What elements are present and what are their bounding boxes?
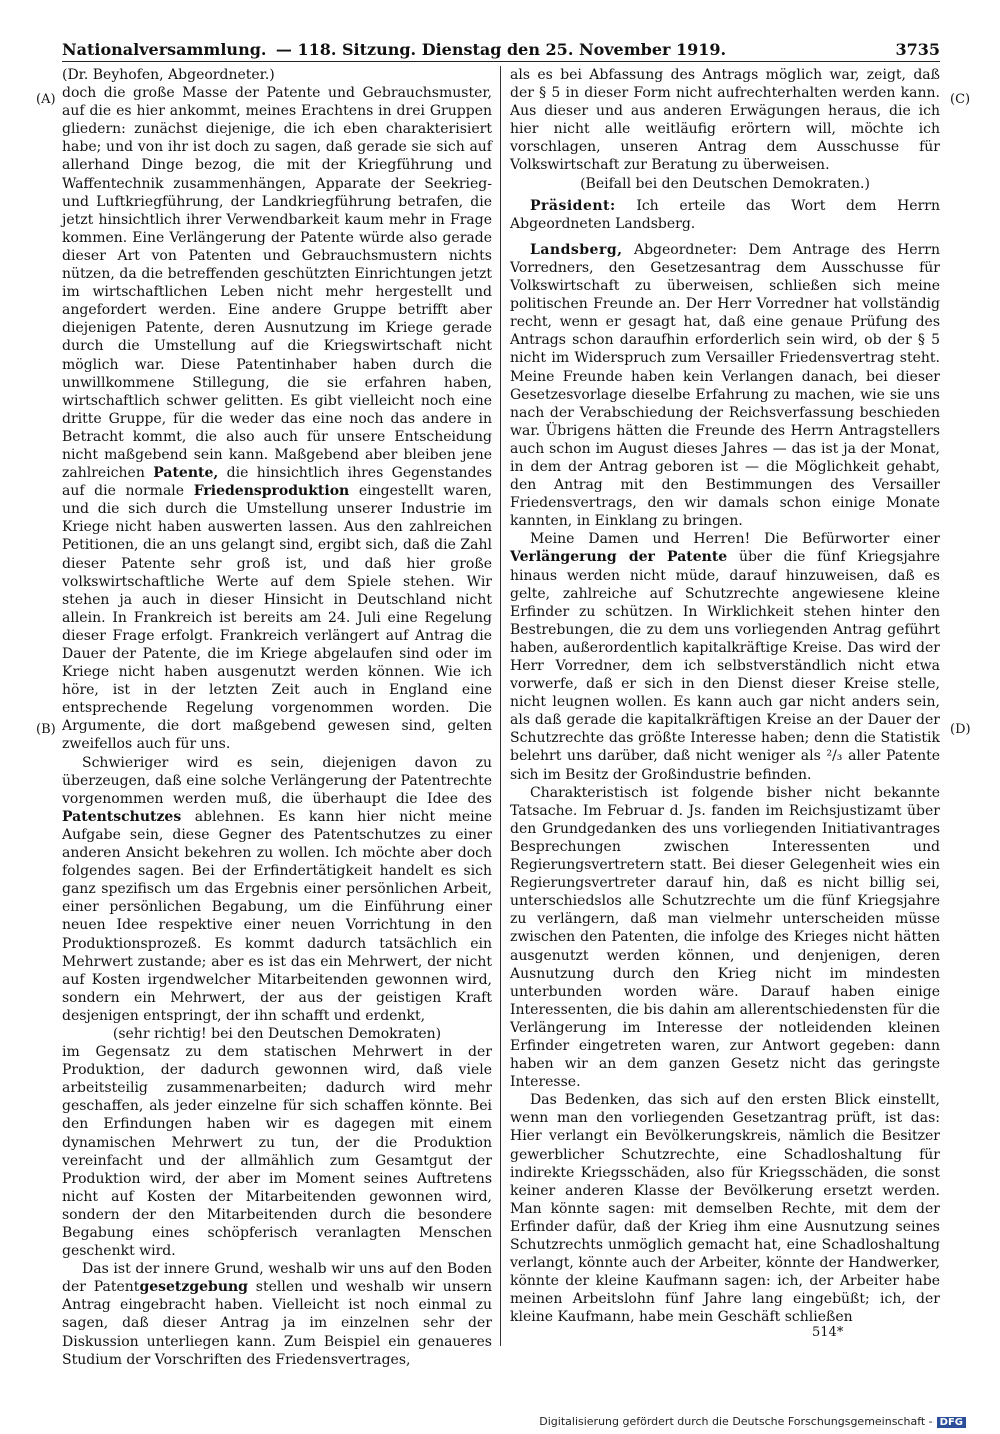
paragraph: doch die große Masse der Patente und Gebrauchsmuster, auf die es hier ankommt, meines Erachtens in drei Gruppen gliedern: zunächst diejenige, die ich eben charakterisiert habe; und von ihr ist doch zu sagen, daß gerade sie sich auf allerhand Dinge bezog, die mit der Kriegführung und Waffentechnik zusammenhängen, Apparate der Seekrieg- und Luftkriegführung, der Landkriegführung betrafen, die jetzt hinsichtlich ihrer Verwendbarkeit kaum mehr in Frage kommen. Eine Verlängerung der Patente würde also gerade dieser Art von Patenten und Gebrauchsmustern nichts nützen, da die betreffenden geschützten Einrichtungen jetzt im wirtschaftlichen Leben nicht mehr hergestellt und angefordert werden. Eine andere Gruppe betrifft aber diejenigen Patente, deren Ausnutzung im Kriege gerade durch die Umstellung auf die Kriegswirtschaft nicht möglich war. Diese Patentinhaber haben durch die unwillkommene Stillegung, die sie erfahren haben, wirtschaftlich schwer gelitten. Es gibt vielleicht noch eine dritte Gruppe, für die weder das eine noch das andere in Betracht kommt, die also auch für unsere Entscheidung nicht maßgebend sein kann. Maßgebend aber bleiben jene zahlreichen Patente, die hinsichtlich ihres Gegenstandes auf die normale Friedensproduktion eingestellt waren, und die sich durch die Umstellung unserer Industrie im Kriege nicht haben auswerten lassen. Aus den zahlreichen Petitionen, die an uns gelangt sind, ergibt sich, daß die Zahl dieser Patente sehr groß ist, und daß hier große volkswirtschaftliche Werte auf dem Spiele stehen. Wir stehen ja auch in dieser Hinsicht in Deutschland nicht allein. In Frankreich ist bereits am 24. Juli eine Regelung dieser Frage erfolgt. Frankreich verlängert auf Antrag die Dauer der Patente, die im Kriege abgelaufen sind oder im Kriege nicht haben ausgenutzt werden können. Wie ich höre, ist in der letzten Zeit auch in England eine entsprechende Regelung vorgenommen worden. Die Argumente, die dort maßgebend gewesen sind, gelten zweifellos auch für uns. [62,85,492,753]
speaker-president: Präsident: [530,197,616,214]
paragraph: im Gegensatz zu dem statischen Mehrwert in der Produktion, der dadurch gewonnen wird, daß viele arbeitsteilig zusammenarbeiten; dadurch wird mehr geschaffen, als jeder einzelne für sich schaffen könnte. Bei den Erfindungen haben wir es dagegen mit einem dynamischen Mehrwert zu tun, der die Produktion vereinfacht und der allmählich zum Gesamtgut der Produktion wird, der aber im Moment seines Auftretens nicht auf Kosten der Mitarbeitenden gewonnen wird, sondern der den Mitarbeitenden durch die besondere Begabung eines schöpferisch veranlagten Menschen geschenkt wird. [62,1044,492,1260]
margin-marker-d: (D) [950,722,971,737]
interjection: (sehr richtig! bei den Deutschen Demokraten) [112,1025,442,1042]
page-number: 3735 [895,40,940,59]
landsberg-statement: Landsberg, Abgeordneter: Dem Antrage des Herrn Vorredners, den Gesetzesantrag dem Ausschusse für Volkswirtschaft zu überweisen, schließen sich meine politischen Freunde an. Der Herr Vorredner hat vollständig recht, wenn er gesagt hat, daß eine genaue Prüfung des Antrags schon daraufhin erforderlich sein wird, ob der § 5 nicht im Widerspruch zum Versailler Friedensvertrag steht. Meine Freunde haben kein Verlangen danach, bei dieser Gesetzesvorlage dieselbe Erfahrung zu machen, wie sie uns nach der Verabschiedung der Reichsverfassung beschieden war. Übrigens hätten die Freunde des Herrn Antragstellers auch schon im August dieses Jahres — das ist ja der Monat, in dem der Antrag geboren ist — die Möglichkeit gehabt, den Antrag mit den Bestimmungen des Versailler Friedensvertrags, den wir damals schon einige Monate kannten, in Einklang zu bringen. [510,241,940,530]
margin-marker-b: (B) [36,722,56,737]
dfg-logo: DFG [937,1417,966,1428]
column-divider [500,66,501,1346]
margin-marker-c: (C) [950,92,971,107]
header-left: Nationalversammlung. [62,40,267,59]
right-column [510,66,940,1326]
signature-mark: 514* [812,1325,844,1340]
paragraph: Meine Damen und Herren! Die Befürworter einer Verlängerung der Patente über die fünf Kriegsjahre hinaus werden nicht müde, darauf hinzuweisen, daß es gelte, zahlreiche auf Schutzrechte angewiesene kleine Erfinder zu schützen. In Wirklichkeit stehen hinter den Bestrebungen, die zu dem uns vorliegenden Antrag geführt haben, außerordentlich kapitalkräftige Kreise. Das wird der Herr Vorredner, dem ich selbstverständlich nicht etwa vorwerfe, daß er sich in den Dienst dieser Kreise stelle, nicht leugnen wollen. Es kann auch gar nicht anders sein, als daß gerade die kapitalkräftigen Kreise an der Dauer der Schutzrechte das größte Interesse haben; denn die Statistik belehrt uns darüber, daß nicht weniger als ²/₃ aller Patente sich im Besitz der Großindustrie befinden. [510,531,940,783]
paragraph: Schwieriger wird es sein, diejenigen davon zu überzeugen, daß eine solche Verlängerung der Patentrechte vorgenommen werden muß, die überhaupt die Idee des Patentschutzes ablehnen. Es kann hier nicht meine Aufgabe sein, diese Gegner des Patentschutzes zu einer anderen Ansicht bekehren zu wollen. Ich möchte aber doch folgendes sagen. Bei der Erfindertätigkeit handelt es sich ganz spezifisch um das Ergebnis einer persönlichen Arbeit, einer persönlichen Begabung, um die Einführung einer neuen Idee respektive einer neuen Vorrichtung in den Produktionsprozeß. Es kommt dadurch tatsächlich ein Mehrwert zustande; aber es ist das ein Mehrwert, der nicht auf Kosten irgendwelcher Mitarbeitenden gewonnen wird, sondern ein Mehrwert, der aus der geistigen Kraft desjenigen entspringt, der ihn schafft und erdenkt, [62,754,492,1024]
paragraph: als es bei Abfassung des Antrags möglich war, zeigt, daß der § 5 in dieser Form nicht aufrechterhalten werden kann. Aus dieser und aus anderen Erwägungen heraus, die ich hier nicht alle weitläufig erörtern will, möchte ich vorschlagen, unseren Antrag dem Ausschusse für Volkswirtschaft zur Beratung zu überweisen. [510,67,940,174]
left-column [62,66,492,1369]
paragraph: Charakteristisch ist folgende bisher nicht bekannte Tatsache. Im Februar d. Js. fanden im Reichsjustizamt über den Grundgedanken des uns vorliegenden Initiativantrages Besprechungen zwischen Interessenten und Regierungsvertretern statt. Bei dieser Gelegenheit wies ein Regierungsvertreter darauf hin, daß es nicht billig sei, unterschiedslos alle Schutzrechte um die fünf Kriegsjahre zu verlängern, daß man vielmehr unterscheiden müsse zwischen den Patenten, die infolge des Krieges nicht hätten ausgenutzt werden können, und denjenigen, deren Ausnutzung durch den Krieg nicht im mindesten unterbunden worden wäre. Darauf haben einige Interessenten, die bis dahin am allerentschiedensten für die Verlängerung im Interesse der notleidenden kleinen Erfinder eingetreten waren, zur Antwort gegeben: dann haben wir an dem ganzen Gesetz nicht das geringste Interesse. [510,784,940,1091]
header-center: — 118. Sitzung. Dienstag den 25. November 1919. [275,40,727,59]
paragraph: Das Bedenken, das sich auf den ersten Blick einstellt, wenn man den vorliegenden Gesetzantrag prüft, ist das: Hier verlangt ein Bevölkerungskreis, nämlich die Besitzer gewerblicher Schutzrechte, eine Schadloshaltung für indirekte Kriegsschäden, also für Kriegsschäden, die sonst keiner anderen Klasse der Bevölkerung ersetzt werden. Man könnte sagen: mit demselben Rechte, mit dem der Erfinder dafür, daß der Krieg ihm eine Ausnutzung seines Schutzrechts unmöglich gemacht hat, eine Schadloshaltung verlangt, könnte auch der Arbeiter, könnte der Handwerker, könnte der kleine Kaufmann sagen: ich, der Arbeiter habe meinen Arbeitslohn fünf Jahre lang eingebüßt; ich, der kleine Kaufmann, habe mein Geschäft schließen [510,1092,940,1326]
page-header [62,40,940,62]
margin-marker-a: (A) [36,92,56,107]
speaker-reference: (Dr. Beyhofen, Abgeordneter.) [62,67,275,83]
speaker-landsberg: Landsberg, [530,241,623,258]
dfg-footer [539,1415,966,1428]
paragraph: Das ist der innere Grund, weshalb wir uns auf den Boden der Patentgesetzgebung stellen und weshalb wir unsern Antrag eingebracht haben. Vielleicht ist noch einmal zu sagen, daß dieser Antrag ja im einzelnen sehr der Diskussion unterliegen kann. Zum Beispiel ein genaueres Studium der Vorschriften des Friedensvertrages, [62,1261,492,1368]
applause-note: (Beifall bei den Deutschen Demokraten.) [580,175,870,192]
dfg-footer-text: Digitalisierung gefördert durch die Deutsche Forschungsgemeinschaft - [539,1415,933,1428]
president-statement: Präsident: Ich erteile das Wort dem Herrn Abgeordneten Landsberg. [510,197,940,232]
